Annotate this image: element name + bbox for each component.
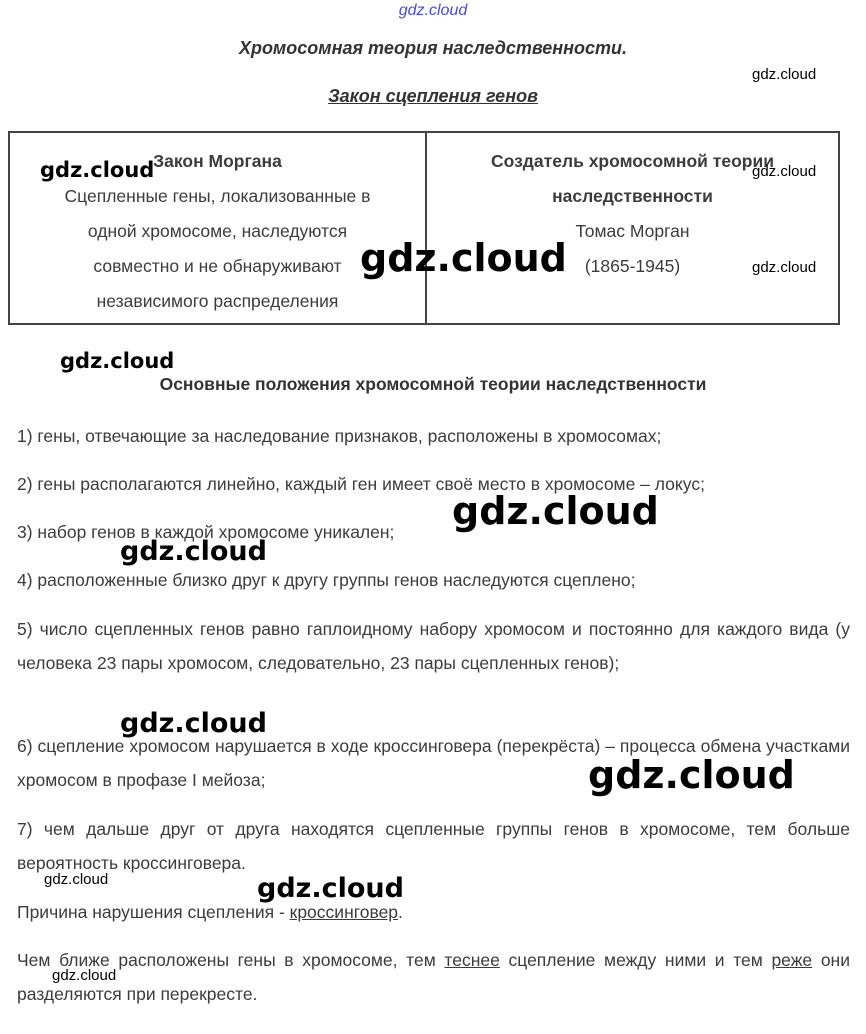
section-title: Основные положения хромосомной теории наследственности: [159, 374, 707, 394]
watermark: gdz.cloud: [752, 259, 817, 276]
closing-text: Чем ближе расположены гены в хромосоме, тем: [17, 950, 445, 970]
list-item: 2) гены располагаются линейно, каждый ген имеет своё место в хромосоме – локус;: [17, 474, 705, 494]
watermark: gdz.cloud: [588, 753, 795, 797]
watermark: gdz.cloud: [52, 967, 117, 984]
watermark: gdz.cloud: [257, 873, 404, 904]
watermark: gdz.cloud: [120, 536, 267, 567]
list-item: 4) расположенные близко друг к другу группы генов наследуются сцеплено;: [17, 570, 636, 590]
creator-cell: [427, 133, 838, 323]
list-item: 1) гены, отвечающие за наследование признаков, расположены в хромосомах;: [17, 426, 662, 446]
cause-suffix: .: [398, 902, 403, 922]
watermark: gdz.cloud: [40, 158, 155, 182]
list-item: 7) чем дальше друг от друга находятся сцепленные группы генов в хромосоме, тем больше вероятность кроссинговера.: [17, 819, 850, 873]
creator-heading-line: наследственности: [552, 186, 713, 206]
watermark: gdz.cloud: [120, 708, 267, 739]
page-subtitle: Закон сцепления генов: [328, 86, 538, 106]
watermark: gdz.cloud: [452, 489, 659, 533]
top-watermark: gdz.cloud: [398, 2, 468, 19]
morgan-law-line: Сцепленные гены, локализованные в: [64, 186, 371, 206]
watermark: gdz.cloud: [752, 163, 817, 180]
watermark: gdz.cloud: [60, 349, 175, 373]
list-item: 5) число сцепленных генов равно гаплоидному набору хромосом и постоянно для каждого вида (у человека 23 пары хромосом, следовательно, 23 пары сцепленных генов);: [17, 619, 850, 673]
closing-term-closer: теснее: [444, 950, 500, 970]
morgan-law-line: совместно и не обнаруживают: [93, 256, 342, 276]
creator-heading-line: Создатель хромосомной теории: [491, 151, 774, 171]
watermark: gdz.cloud: [752, 66, 817, 83]
list-item: 6) сцепление хромосом нарушается в ходе кроссинговера (перекрёста) – процесса обмена участками хромосом в профазе I мейоза;: [17, 736, 850, 790]
closing-text: они разделяются при перекресте.: [17, 950, 850, 1004]
closing-text: сцепление между ними и тем: [499, 950, 772, 970]
cause-prefix: Причина нарушения сцепления -: [17, 902, 290, 922]
cause-term: кроссинговер: [289, 902, 399, 922]
morgan-law-heading: Закон Моргана: [153, 151, 282, 171]
page-title: Хромосомная теория наследственности.: [238, 38, 628, 58]
cause-paragraph: [17, 895, 850, 929]
list-item: 3) набор генов в каждой хромосоме уникален;: [17, 522, 395, 542]
watermark: gdz.cloud: [360, 236, 567, 280]
morgan-law-line: одной хромосоме, наследуются: [87, 221, 348, 241]
watermark: gdz.cloud: [44, 871, 109, 888]
morgan-law-line: независимого распределения: [96, 291, 339, 311]
closing-term-rarer: реже: [771, 950, 813, 970]
creator-name: Томас Морган: [575, 221, 690, 241]
closing-paragraph: [17, 943, 850, 1011]
creator-years: (1865-1945): [584, 256, 681, 276]
